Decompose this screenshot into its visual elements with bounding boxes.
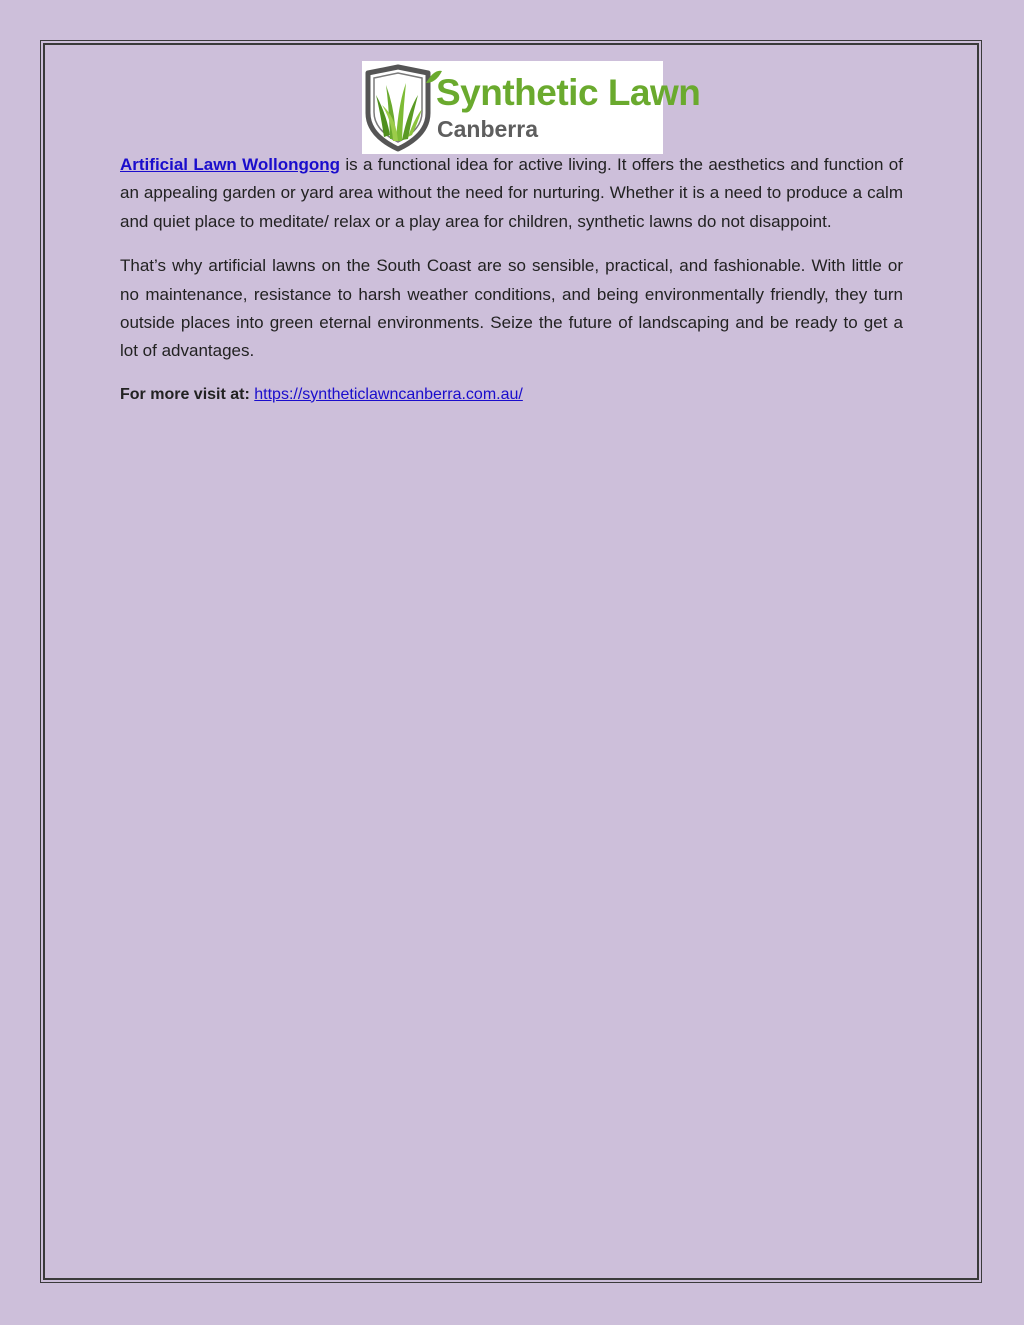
paragraph-intro-text: is a functional idea for active living. It offers the aesthetics and function of an appealing garden or yard area without the need for nurturing. Whether it is a need to produce a calm and quiet place to meditate/ relax or a play area for children, synthetic lawns do not disappoint. — [120, 155, 903, 231]
logo-subtitle: Canberra — [437, 116, 538, 142]
visit-line — [120, 382, 903, 408]
paragraph-benefits: That’s why artificial lawns on the South Coast are so sensible, practical, and fashionable. With little or no maintenance, resistance to harsh weather conditions, and being environmentally friendly, they turn outside places into green eternal environments. Seize the future of landscaping and be ready to get a lot of advantages. — [120, 256, 903, 361]
website-link[interactable]: https://syntheticlawncanberra.com.au/ — [254, 385, 523, 403]
visit-label: For more visit at: — [120, 385, 250, 403]
article-body — [120, 151, 903, 408]
logo-title: Synthetic Lawn — [436, 72, 701, 113]
paragraph-intro — [120, 151, 903, 236]
artificial-lawn-wollongong-link[interactable]: Artificial Lawn Wollongong — [120, 155, 341, 174]
synthetic-lawn-canberra-logo — [362, 61, 701, 154]
